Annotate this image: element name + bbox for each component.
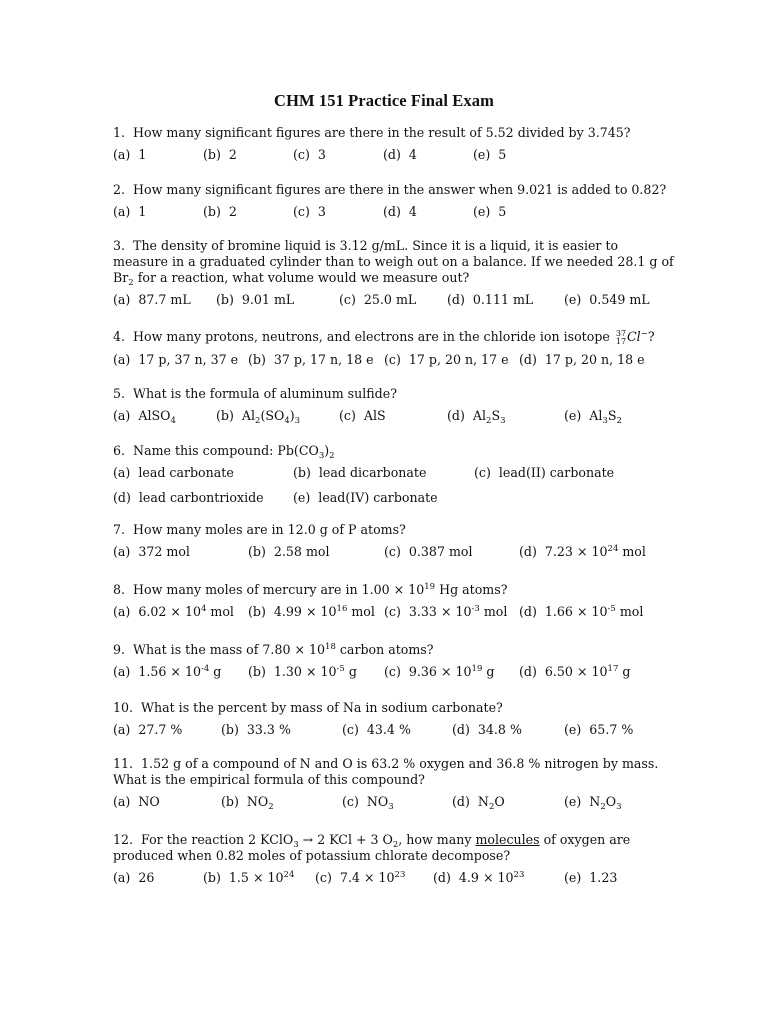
question-text-line-1: 3. The density of bromine liquid is 3.12 g/mL. Since it is a liquid, it is easier to	[113, 238, 619, 253]
option-c[interactable]: (c) 25.0 mL	[339, 292, 417, 307]
option-a[interactable]: (a) 26	[113, 870, 155, 885]
option-d[interactable]: (d) $1.66 \times 10^{-5}$ mol	[519, 604, 644, 619]
question-text-line-2: measure in a graduated cylinder than to weigh out on a balance. If we needed 28.1 g of	[113, 254, 674, 269]
options	[113, 604, 658, 622]
isotope-numbers: 37 17	[615, 329, 627, 346]
option-c[interactable]: (c) lead(II) carbonate	[474, 465, 615, 480]
option-e[interactable]: (e) lead(IV) carbonate	[293, 490, 438, 505]
question-9	[113, 642, 658, 682]
option-a[interactable]: (a) lead carbonate	[113, 465, 234, 480]
question-text: 8. How many moles of mercury are in $1.00 \times 10^{19}$ Hg atoms?	[113, 582, 508, 597]
option-d[interactable]: (d) $N_2O$	[452, 794, 505, 812]
option-e[interactable]: (e) 5	[473, 204, 507, 219]
option-d[interactable]: (d) $4.9 \times 10^{23}$	[433, 870, 525, 885]
option-b[interactable]: (b) $1.5 \times 10^{24}$	[203, 870, 295, 885]
question-text: 9. What is the mass of $7.80 \times 10^{18}$ carbon atoms?	[113, 642, 434, 657]
option-a[interactable]: (a) 27.7 %	[113, 722, 183, 737]
option-e[interactable]: (e) 1.23	[564, 870, 618, 885]
options	[113, 292, 658, 310]
option-c[interactable]: (c) $9.36 \times 10^{19}$ g	[384, 664, 495, 679]
question-text-line-2: produced when 0.82 moles of potassium chlorate decompose?	[113, 848, 511, 863]
options	[113, 544, 658, 562]
options	[113, 408, 658, 426]
option-d[interactable]: (d) lead carbontrioxide	[113, 490, 264, 505]
question-5	[113, 386, 658, 426]
option-e[interactable]: (e) $Al_3S_2$	[564, 408, 622, 426]
question-text: 5. What is the formula of aluminum sulfide?	[113, 386, 397, 401]
options	[113, 204, 658, 222]
option-e[interactable]: (e) $N_2O_3$	[564, 794, 622, 812]
question-text-line-1: 12. For the reaction 2 KClO$_3$ → 2 KCl + 3 $O_2$, how many molecules of oxygen are	[113, 832, 631, 850]
option-a[interactable]: (a) 1	[113, 147, 147, 162]
option-d[interactable]: (d) 4	[383, 204, 417, 219]
option-c[interactable]: (c) 3	[293, 204, 326, 219]
option-c[interactable]: (c) 43.4 %	[342, 722, 411, 737]
question-text-line-1: 11. 1.52 g of a compound of N and O is 63.2 % oxygen and 36.8 % nitrogen by mass.	[113, 756, 659, 771]
option-b[interactable]: (b) $4.99 \times 10^{16}$ mol	[248, 604, 375, 619]
option-d[interactable]: (d) 0.111 mL	[447, 292, 534, 307]
options	[113, 147, 658, 165]
option-a[interactable]: (a) 1	[113, 204, 147, 219]
question-text: 4. How many protons, neutrons, and electrons are in the chloride ion isotope 37 17 Cl−?	[113, 329, 655, 346]
question-4	[113, 329, 658, 370]
options	[113, 794, 658, 812]
option-e[interactable]: (e) 65.7 %	[564, 722, 634, 737]
question-text: 7. How many moles are in 12.0 g of P atoms?	[113, 522, 406, 537]
option-d[interactable]: (d) $6.50 \times 10^{17}$ g	[519, 664, 631, 679]
option-d[interactable]: (d) $7.23 \times 10^{24}$ mol	[519, 544, 646, 559]
option-d[interactable]: (d) 34.8 %	[452, 722, 522, 737]
option-a[interactable]: (a) NO	[113, 794, 160, 809]
option-b[interactable]: (b) lead dicarbonate	[293, 465, 427, 480]
option-d[interactable]: (d) 17 p, 20 n, 18 e	[519, 352, 645, 367]
option-b[interactable]: (b) 2	[203, 147, 237, 162]
question-8	[113, 582, 658, 622]
option-c[interactable]: (c) $3.33 \times 10^{-3}$ mol	[384, 604, 508, 619]
option-b[interactable]: (b) 37 p, 17 n, 18 e	[248, 352, 374, 367]
question-text: 10. What is the percent by mass of Na in sodium carbonate?	[113, 700, 503, 715]
option-a[interactable]: (a) $6.02 \times 10^4$ mol	[113, 604, 234, 619]
option-c[interactable]: (c) 3	[293, 147, 326, 162]
question-7	[113, 522, 658, 562]
option-e[interactable]: (e) 5	[473, 147, 507, 162]
question-2	[113, 182, 667, 222]
question-10	[113, 700, 658, 740]
page-title: CHM 151 Practice Final Exam	[274, 91, 494, 110]
option-e[interactable]: (e) 0.549 mL	[564, 292, 650, 307]
option-a[interactable]: (a) $1.56 \times 10^{-4}$ g	[113, 664, 222, 679]
question-3	[113, 238, 674, 310]
option-b[interactable]: (b) $1.30 \times 10^{-5}$ g	[248, 664, 357, 679]
option-a[interactable]: (a) AlSO$_4$	[113, 408, 176, 426]
question-text: 2. How many significant figures are there in the answer when 9.021 is added to 0.82?	[113, 182, 667, 197]
option-d[interactable]: (d) $Al_2S_3$	[447, 408, 506, 426]
option-c[interactable]: (c) AlS	[339, 408, 386, 423]
options-row-1	[113, 465, 658, 483]
option-b[interactable]: (b) 9.01 mL	[216, 292, 295, 307]
option-b[interactable]: (b) 2.58 mol	[248, 544, 330, 559]
options-row-2	[113, 490, 658, 508]
option-d[interactable]: (d) 4	[383, 147, 417, 162]
question-12	[113, 832, 658, 888]
option-c[interactable]: (c) $7.4 \times 10^{23}$	[315, 870, 406, 885]
options	[113, 722, 658, 740]
question-1	[113, 125, 658, 165]
option-c[interactable]: (c) 0.387 mol	[384, 544, 473, 559]
option-b[interactable]: (b) $Al_2(SO_4)_3$	[216, 408, 301, 426]
options	[113, 664, 658, 682]
option-a[interactable]: (a) 17 p, 37 n, 37 e	[113, 352, 239, 367]
question-text-line-3: $Br_2$ for a reaction, what volume would we measure out?	[113, 270, 470, 288]
question-11	[113, 756, 658, 812]
option-a[interactable]: (a) 87.7 mL	[113, 292, 191, 307]
options	[113, 870, 658, 888]
question-text: 1. How many significant figures are there in the result of 5.52 divided by 3.745?	[113, 125, 631, 140]
options	[113, 352, 658, 370]
question-text-line-2: What is the empirical formula of this compound?	[113, 772, 425, 787]
option-b[interactable]: (b) 33.3 %	[221, 722, 291, 737]
option-b[interactable]: (b) 2	[203, 204, 237, 219]
question-text: 6. Name this compound: $Pb(CO_3)_2$	[113, 443, 335, 461]
option-b[interactable]: (b) $NO_2$	[221, 794, 274, 812]
option-c[interactable]: (c) $NO_3$	[342, 794, 394, 812]
option-c[interactable]: (c) 17 p, 20 n, 17 e	[384, 352, 509, 367]
option-a[interactable]: (a) 372 mol	[113, 544, 190, 559]
question-6	[113, 443, 658, 508]
